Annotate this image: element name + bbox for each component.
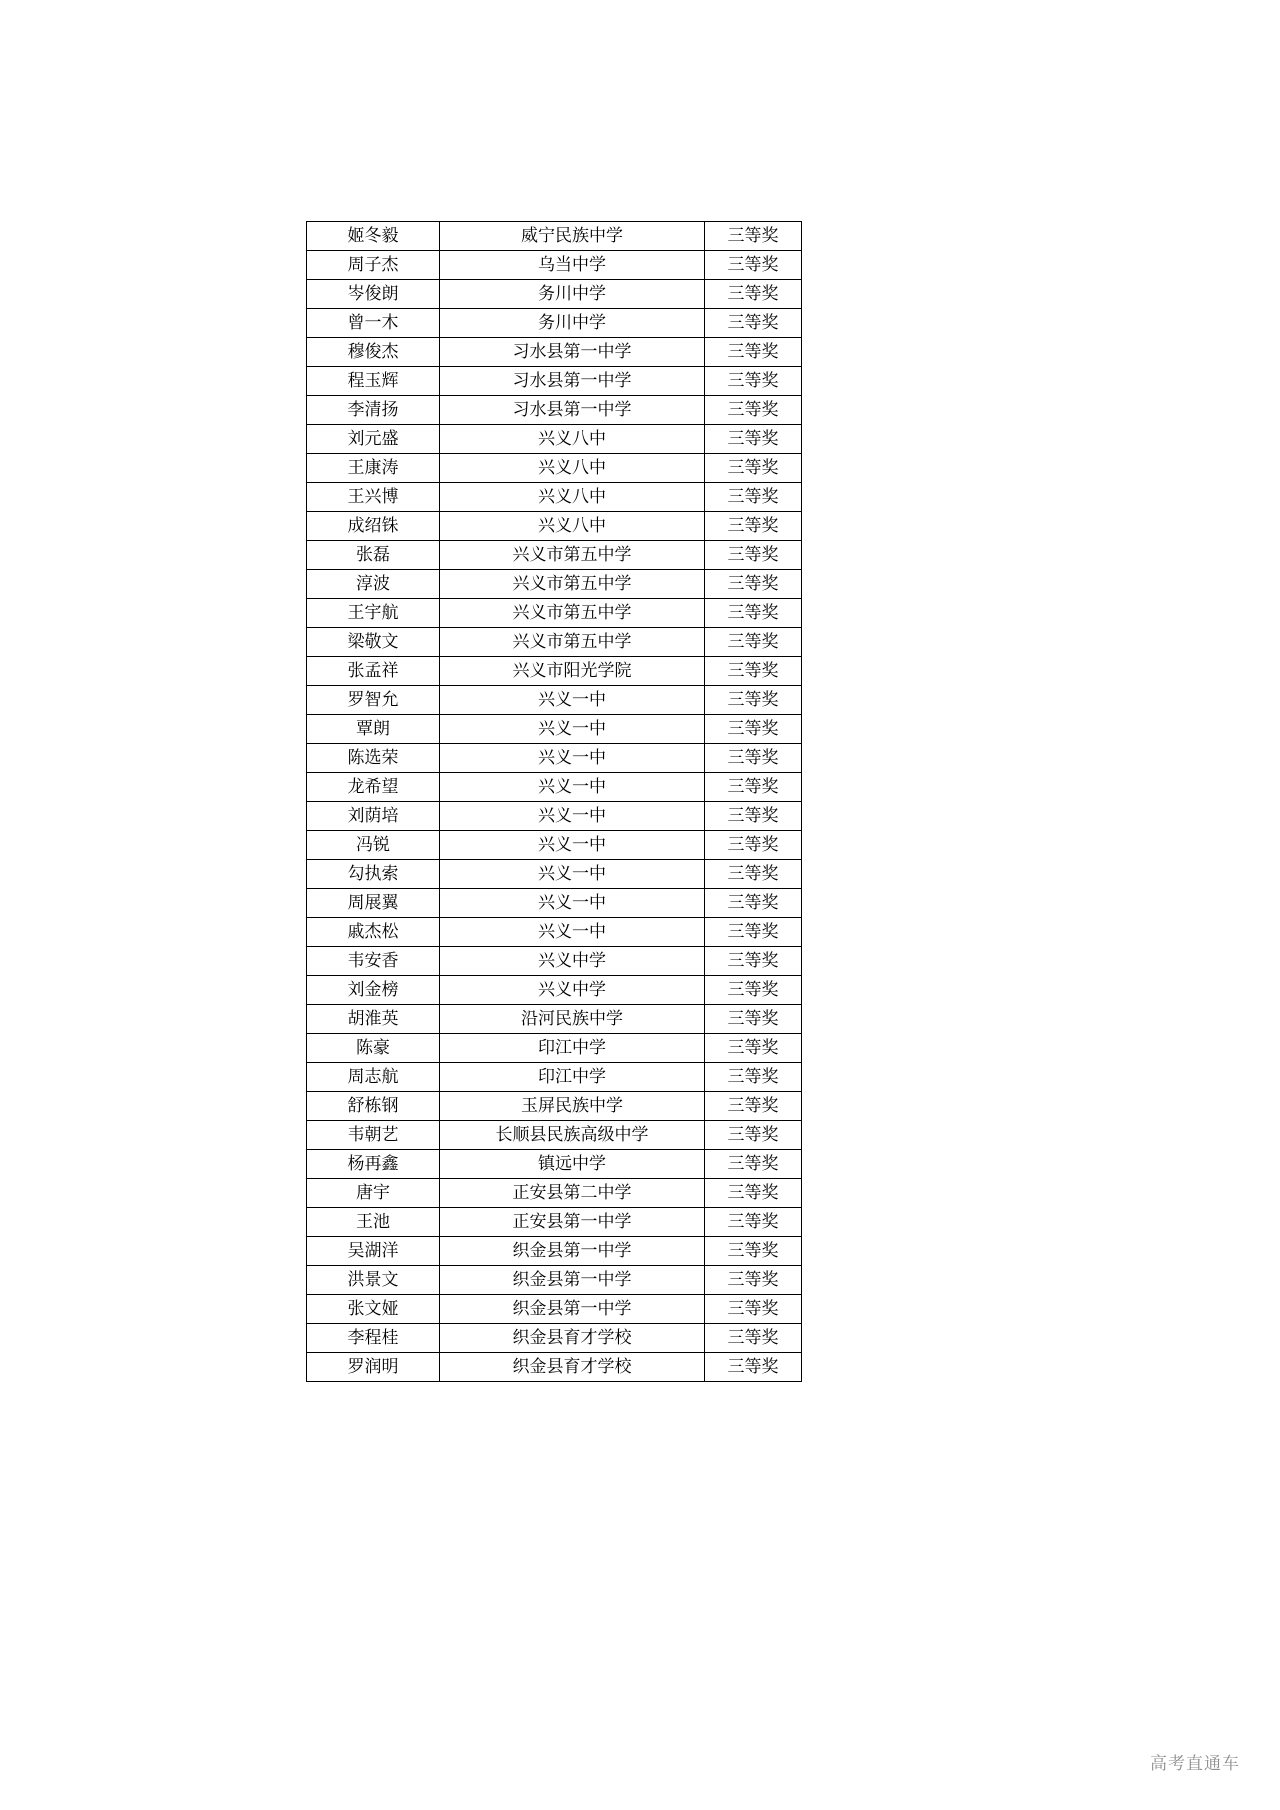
cell-award-level: 三等奖 xyxy=(705,860,802,889)
table-row xyxy=(307,1324,802,1353)
cell-award-level: 三等奖 xyxy=(705,512,802,541)
cell-student-name: 姬冬毅 xyxy=(307,222,440,251)
cell-school-name: 玉屏民族中学 xyxy=(440,1092,705,1121)
cell-award-level: 三等奖 xyxy=(705,802,802,831)
table-row xyxy=(307,889,802,918)
cell-school-name: 兴义一中 xyxy=(440,686,705,715)
cell-award-level: 三等奖 xyxy=(705,309,802,338)
cell-school-name: 兴义市阳光学院 xyxy=(440,657,705,686)
cell-school-name: 兴义市第五中学 xyxy=(440,628,705,657)
cell-student-name: 梁敬文 xyxy=(307,628,440,657)
table-row xyxy=(307,309,802,338)
cell-student-name: 韦安香 xyxy=(307,947,440,976)
cell-award-level: 三等奖 xyxy=(705,483,802,512)
cell-award-level: 三等奖 xyxy=(705,657,802,686)
table-row xyxy=(307,657,802,686)
cell-award-level: 三等奖 xyxy=(705,570,802,599)
cell-school-name: 兴义中学 xyxy=(440,947,705,976)
table-row xyxy=(307,744,802,773)
cell-school-name: 织金县育才学校 xyxy=(440,1324,705,1353)
cell-school-name: 习水县第一中学 xyxy=(440,396,705,425)
cell-student-name: 陈豪 xyxy=(307,1034,440,1063)
cell-school-name: 威宁民族中学 xyxy=(440,222,705,251)
table-row xyxy=(307,686,802,715)
table-row xyxy=(307,367,802,396)
table-row xyxy=(307,396,802,425)
table-row xyxy=(307,222,802,251)
cell-award-level: 三等奖 xyxy=(705,918,802,947)
cell-school-name: 兴义市第五中学 xyxy=(440,599,705,628)
table-row xyxy=(307,831,802,860)
cell-student-name: 王康涛 xyxy=(307,454,440,483)
cell-student-name: 韦朝艺 xyxy=(307,1121,440,1150)
cell-student-name: 刘荫培 xyxy=(307,802,440,831)
cell-school-name: 兴义一中 xyxy=(440,831,705,860)
cell-school-name: 镇远中学 xyxy=(440,1150,705,1179)
cell-student-name: 王兴博 xyxy=(307,483,440,512)
cell-student-name: 唐宇 xyxy=(307,1179,440,1208)
cell-school-name: 兴义八中 xyxy=(440,483,705,512)
table-row xyxy=(307,976,802,1005)
cell-award-level: 三等奖 xyxy=(705,1324,802,1353)
cell-school-name: 兴义一中 xyxy=(440,715,705,744)
cell-award-level: 三等奖 xyxy=(705,1092,802,1121)
cell-student-name: 舒栋钢 xyxy=(307,1092,440,1121)
award-table-container xyxy=(306,221,798,1382)
cell-award-level: 三等奖 xyxy=(705,628,802,657)
table-row xyxy=(307,715,802,744)
cell-award-level: 三等奖 xyxy=(705,1034,802,1063)
cell-award-level: 三等奖 xyxy=(705,599,802,628)
cell-student-name: 淳波 xyxy=(307,570,440,599)
watermark-label: 高考直通车 xyxy=(1150,1754,1240,1774)
cell-student-name: 罗润明 xyxy=(307,1353,440,1382)
cell-school-name: 兴义一中 xyxy=(440,773,705,802)
cell-student-name: 覃朗 xyxy=(307,715,440,744)
cell-school-name: 兴义一中 xyxy=(440,802,705,831)
cell-school-name: 兴义一中 xyxy=(440,744,705,773)
table-row xyxy=(307,1266,802,1295)
cell-school-name: 织金县第一中学 xyxy=(440,1237,705,1266)
cell-award-level: 三等奖 xyxy=(705,541,802,570)
cell-student-name: 吴湖洋 xyxy=(307,1237,440,1266)
table-row xyxy=(307,1092,802,1121)
cell-school-name: 乌当中学 xyxy=(440,251,705,280)
cell-student-name: 穆俊杰 xyxy=(307,338,440,367)
table-row xyxy=(307,947,802,976)
cell-award-level: 三等奖 xyxy=(705,1150,802,1179)
cell-school-name: 印江中学 xyxy=(440,1063,705,1092)
cell-award-level: 三等奖 xyxy=(705,686,802,715)
cell-award-level: 三等奖 xyxy=(705,1237,802,1266)
cell-student-name: 杨再鑫 xyxy=(307,1150,440,1179)
cell-award-level: 三等奖 xyxy=(705,715,802,744)
cell-award-level: 三等奖 xyxy=(705,1179,802,1208)
cell-student-name: 张孟祥 xyxy=(307,657,440,686)
cell-award-level: 三等奖 xyxy=(705,338,802,367)
cell-student-name: 刘金榜 xyxy=(307,976,440,1005)
table-row xyxy=(307,541,802,570)
table-row xyxy=(307,1179,802,1208)
cell-student-name: 龙希望 xyxy=(307,773,440,802)
cell-student-name: 李程桂 xyxy=(307,1324,440,1353)
table-row xyxy=(307,1208,802,1237)
cell-school-name: 正安县第二中学 xyxy=(440,1179,705,1208)
cell-award-level: 三等奖 xyxy=(705,773,802,802)
cell-student-name: 周子杰 xyxy=(307,251,440,280)
table-row xyxy=(307,1063,802,1092)
cell-award-level: 三等奖 xyxy=(705,744,802,773)
table-row xyxy=(307,251,802,280)
cell-award-level: 三等奖 xyxy=(705,1005,802,1034)
table-row xyxy=(307,1150,802,1179)
cell-school-name: 长顺县民族高级中学 xyxy=(440,1121,705,1150)
cell-award-level: 三等奖 xyxy=(705,1208,802,1237)
table-row xyxy=(307,1353,802,1382)
cell-student-name: 张文娅 xyxy=(307,1295,440,1324)
cell-award-level: 三等奖 xyxy=(705,889,802,918)
cell-student-name: 勾执索 xyxy=(307,860,440,889)
cell-school-name: 兴义八中 xyxy=(440,454,705,483)
table-row xyxy=(307,483,802,512)
cell-school-name: 习水县第一中学 xyxy=(440,367,705,396)
table-row xyxy=(307,1034,802,1063)
cell-award-level: 三等奖 xyxy=(705,425,802,454)
cell-school-name: 兴义一中 xyxy=(440,860,705,889)
table-row xyxy=(307,918,802,947)
cell-school-name: 兴义市第五中学 xyxy=(440,541,705,570)
cell-award-level: 三等奖 xyxy=(705,1295,802,1324)
cell-school-name: 务川中学 xyxy=(440,309,705,338)
cell-student-name: 罗智允 xyxy=(307,686,440,715)
cell-student-name: 程玉辉 xyxy=(307,367,440,396)
cell-award-level: 三等奖 xyxy=(705,1353,802,1382)
cell-student-name: 王池 xyxy=(307,1208,440,1237)
table-row xyxy=(307,425,802,454)
table-row xyxy=(307,280,802,309)
cell-student-name: 张磊 xyxy=(307,541,440,570)
cell-award-level: 三等奖 xyxy=(705,396,802,425)
cell-school-name: 兴义一中 xyxy=(440,918,705,947)
cell-student-name: 李清扬 xyxy=(307,396,440,425)
cell-student-name: 陈选荣 xyxy=(307,744,440,773)
cell-award-level: 三等奖 xyxy=(705,280,802,309)
cell-student-name: 洪景文 xyxy=(307,1266,440,1295)
cell-student-name: 王宇航 xyxy=(307,599,440,628)
cell-student-name: 胡淮英 xyxy=(307,1005,440,1034)
table-row xyxy=(307,628,802,657)
cell-school-name: 兴义一中 xyxy=(440,889,705,918)
cell-award-level: 三等奖 xyxy=(705,1121,802,1150)
cell-award-level: 三等奖 xyxy=(705,976,802,1005)
cell-school-name: 务川中学 xyxy=(440,280,705,309)
cell-school-name: 兴义八中 xyxy=(440,425,705,454)
cell-school-name: 兴义中学 xyxy=(440,976,705,1005)
table-row xyxy=(307,1005,802,1034)
table-row xyxy=(307,802,802,831)
cell-student-name: 成绍铢 xyxy=(307,512,440,541)
cell-award-level: 三等奖 xyxy=(705,831,802,860)
table-row xyxy=(307,512,802,541)
cell-student-name: 冯锐 xyxy=(307,831,440,860)
table-row xyxy=(307,454,802,483)
table-row xyxy=(307,860,802,889)
cell-school-name: 织金县第一中学 xyxy=(440,1295,705,1324)
cell-school-name: 习水县第一中学 xyxy=(440,338,705,367)
table-row xyxy=(307,773,802,802)
cell-school-name: 兴义八中 xyxy=(440,512,705,541)
cell-school-name: 正安县第一中学 xyxy=(440,1208,705,1237)
cell-school-name: 沿河民族中学 xyxy=(440,1005,705,1034)
table-row xyxy=(307,599,802,628)
cell-school-name: 兴义市第五中学 xyxy=(440,570,705,599)
table-row xyxy=(307,1295,802,1324)
table-row xyxy=(307,338,802,367)
table-row xyxy=(307,1237,802,1266)
cell-award-level: 三等奖 xyxy=(705,251,802,280)
cell-student-name: 戚杰松 xyxy=(307,918,440,947)
table-row xyxy=(307,1121,802,1150)
cell-award-level: 三等奖 xyxy=(705,947,802,976)
table-row xyxy=(307,570,802,599)
cell-student-name: 刘元盛 xyxy=(307,425,440,454)
cell-student-name: 周志航 xyxy=(307,1063,440,1092)
cell-award-level: 三等奖 xyxy=(705,1266,802,1295)
cell-award-level: 三等奖 xyxy=(705,222,802,251)
cell-school-name: 织金县第一中学 xyxy=(440,1266,705,1295)
cell-school-name: 织金县育才学校 xyxy=(440,1353,705,1382)
cell-student-name: 岑俊朗 xyxy=(307,280,440,309)
award-table xyxy=(306,221,802,1382)
cell-award-level: 三等奖 xyxy=(705,1063,802,1092)
cell-student-name: 周展翼 xyxy=(307,889,440,918)
cell-award-level: 三等奖 xyxy=(705,367,802,396)
cell-award-level: 三等奖 xyxy=(705,454,802,483)
cell-student-name: 曾一木 xyxy=(307,309,440,338)
cell-school-name: 印江中学 xyxy=(440,1034,705,1063)
